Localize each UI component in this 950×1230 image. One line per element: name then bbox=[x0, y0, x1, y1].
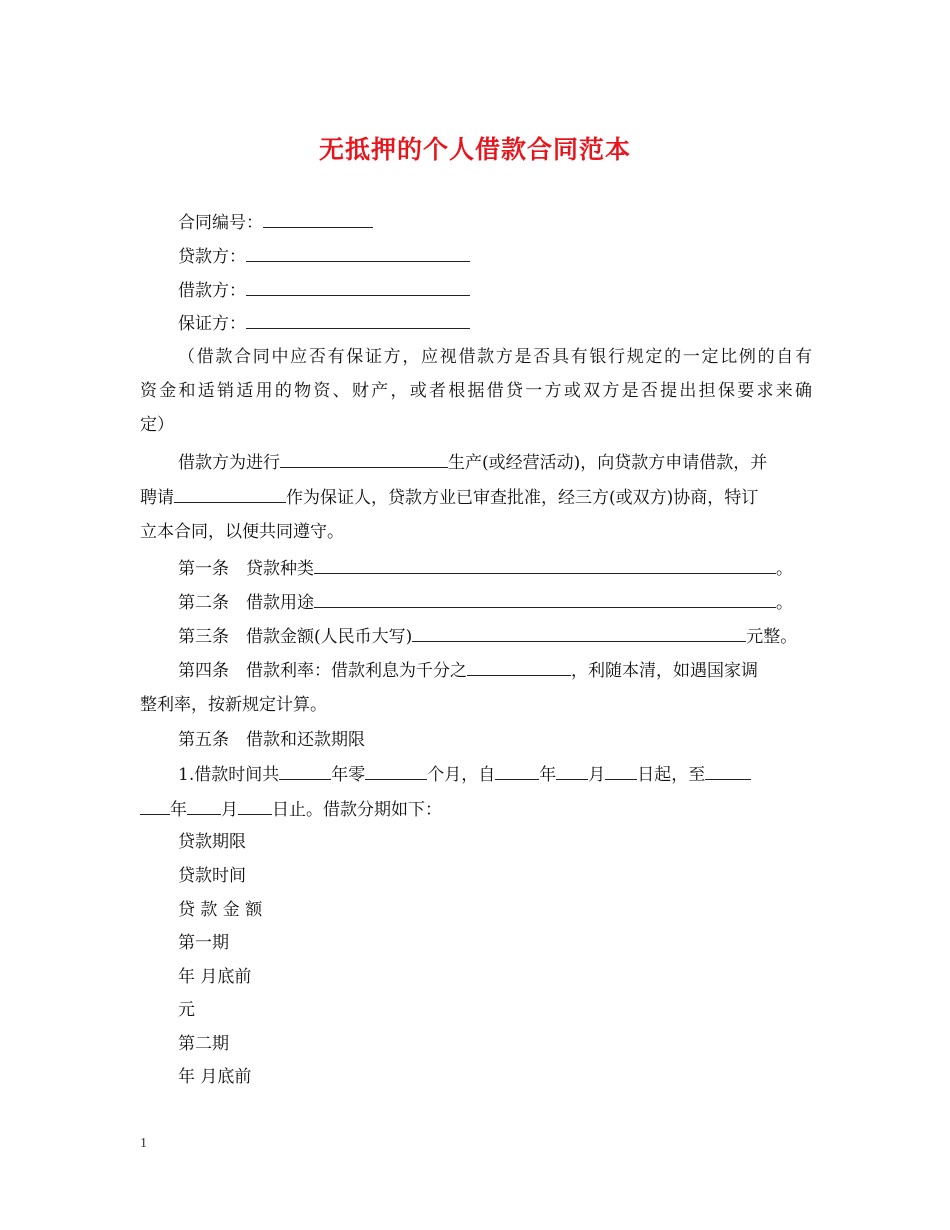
schedule-row: 年 月底前 bbox=[178, 967, 252, 987]
guarantor-label: 保证方： bbox=[178, 314, 246, 334]
start-day-blank bbox=[605, 764, 637, 780]
term-text-a: 1.借款时间共 bbox=[178, 765, 280, 785]
article-3 bbox=[178, 626, 797, 647]
note-line-2: 资金和适销适用的物资、财产，或者根据借贷一方或双方是否提出担保要求来确 bbox=[140, 381, 812, 401]
schedule-row: 第一期 bbox=[178, 933, 229, 953]
years-blank bbox=[279, 764, 331, 780]
term-text-i: 日止。借款分期如下： bbox=[272, 800, 442, 820]
end-year-blank-a bbox=[705, 764, 751, 780]
schedule-row: 贷款时间 bbox=[178, 866, 246, 886]
loan-amount-blank bbox=[412, 626, 746, 642]
lender-blank bbox=[246, 246, 470, 262]
end-month-blank bbox=[187, 799, 221, 815]
schedule-row: 年 月底前 bbox=[178, 1067, 252, 1087]
term-line-2 bbox=[140, 799, 442, 820]
interest-rate-blank bbox=[467, 660, 571, 676]
article-4-text-b: ，利随本清，如遇国家调 bbox=[571, 661, 758, 681]
article-1-label: 第一条 贷款种类 bbox=[178, 559, 314, 579]
term-text-g: 年 bbox=[170, 800, 187, 820]
intro-text-b: 生产(或经营活动)，向贷款方申请借款，并 bbox=[448, 453, 768, 473]
lender-line bbox=[178, 246, 470, 267]
schedule-row: 元 bbox=[178, 1000, 195, 1020]
start-year-blank bbox=[495, 764, 539, 780]
end-year-blank-b bbox=[140, 799, 170, 815]
term-text-d: 年 bbox=[539, 765, 557, 785]
schedule-row: 贷款期限 bbox=[178, 832, 246, 852]
term-text-f: 日起，至 bbox=[637, 765, 706, 785]
intro-line-3: 立本合同，以便共同遵守。 bbox=[140, 522, 344, 542]
page-number: 1 bbox=[140, 1136, 147, 1151]
contract-number-blank bbox=[263, 212, 373, 228]
article-1 bbox=[178, 558, 793, 579]
article-4-text-a: 第四条 借款利率：借款利息为千分之 bbox=[178, 661, 467, 681]
intro-text-c: 聘请 bbox=[140, 488, 174, 508]
article-4-line-2: 整利率，按新规定计算。 bbox=[140, 695, 327, 715]
borrower-label: 借款方： bbox=[178, 281, 246, 301]
contract-number-label: 合同编号： bbox=[178, 213, 263, 233]
intro-line-1 bbox=[178, 452, 767, 473]
article-1-end: 。 bbox=[776, 559, 793, 579]
term-text-c: 个月，自 bbox=[427, 765, 496, 785]
intro-text-d: 作为保证人，贷款方业已审查批准，经三方(或双方)协商，特订 bbox=[286, 488, 759, 508]
note-line-1: （借款合同中应否有保证方，应视借款方是否具有银行规定的一定比例的自有 bbox=[178, 347, 812, 367]
document-title: 无抵押的个人借款合同范本 bbox=[318, 135, 631, 164]
article-4-line-1 bbox=[178, 660, 758, 681]
lender-label: 贷款方： bbox=[178, 247, 246, 267]
article-2-label: 第二条 借款用途 bbox=[178, 593, 314, 613]
article-2-end: 。 bbox=[776, 593, 793, 613]
guarantor-blank bbox=[246, 313, 470, 329]
start-month-blank bbox=[556, 764, 588, 780]
term-text-e: 月 bbox=[588, 765, 606, 785]
intro-line-2 bbox=[140, 487, 758, 508]
term-line-1 bbox=[178, 764, 751, 785]
schedule-row: 贷 款 金 额 bbox=[178, 900, 263, 920]
loan-type-blank bbox=[314, 558, 776, 574]
end-day-blank bbox=[238, 799, 272, 815]
borrower-line bbox=[178, 280, 470, 301]
guarantor-name-blank bbox=[174, 487, 286, 503]
schedule-row: 第二期 bbox=[178, 1034, 229, 1054]
article-3-end: 元整。 bbox=[746, 627, 798, 647]
article-2 bbox=[178, 592, 793, 613]
months-blank bbox=[365, 764, 427, 780]
term-text-b: 年零 bbox=[331, 765, 366, 785]
article-3-label: 第三条 借款金额(人民币大写) bbox=[178, 627, 413, 647]
guarantor-line bbox=[178, 313, 470, 334]
contract-number-line bbox=[178, 212, 373, 233]
business-blank bbox=[280, 452, 448, 468]
loan-purpose-blank bbox=[314, 592, 776, 608]
note-line-3: 定） bbox=[140, 415, 174, 435]
intro-text-a: 借款方为进行 bbox=[178, 453, 280, 473]
borrower-blank bbox=[246, 280, 470, 296]
term-text-h: 月 bbox=[221, 800, 238, 820]
article-5: 第五条 借款和还款期限 bbox=[178, 730, 365, 750]
